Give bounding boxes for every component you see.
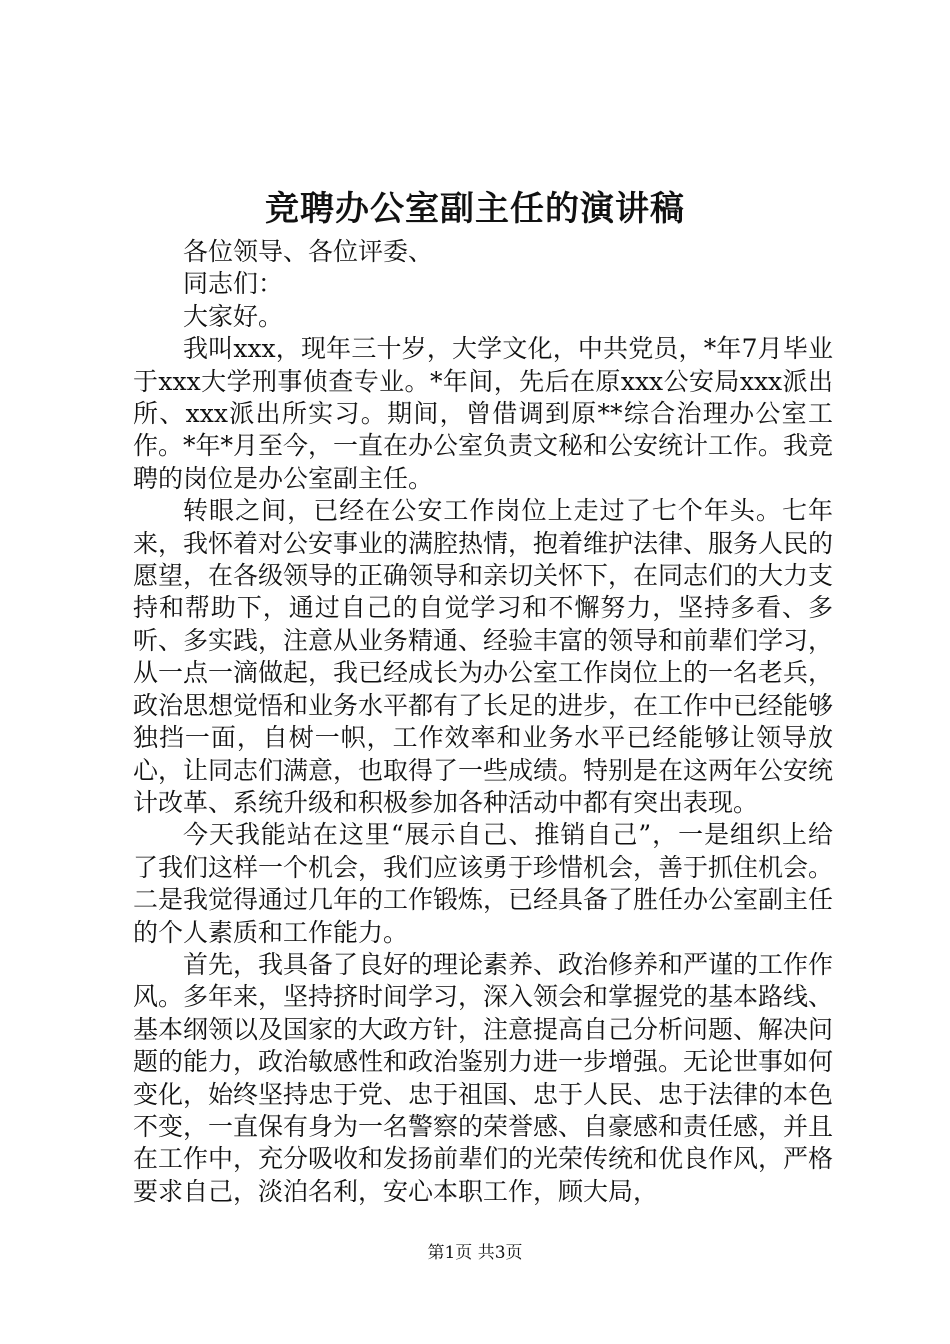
paragraph-experience: 转眼之间，已经在公安工作岗位上走过了七个年头。七年来，我怀着对公安事业的满腔热情，抱着维护法律、服务人民的愿望，在各级领导的正确领导和亲切关怀下，在同志们的大力支持和帮助下，通过自己的自觉学习和不懈努力，坚持多看、多听、多实践，注意从业务精通、经验丰富的领导和前辈们学习，从一点一滴做起，我已经成长为办公室工作岗位上的一名老兵，政治思想觉悟和业务水平都有了长足的进步，在工作中已经能够独挡一面，自树一帜，工作效率和业务水平已经能够让领导放心，让同志们满意，也取得了一些成绩。特别是在这两年公安统计改革、系统升级和积极参加各种活动中都有突出表现。 [133, 496, 834, 817]
salutation-line: 同志们： [183, 269, 284, 299]
page-footer: 第1页 共3页 [427, 1243, 523, 1263]
document-body [133, 236, 833, 1208]
salutation-line: 各位领导、各位评委、 [183, 237, 434, 266]
paragraph-introduction: 我叫xxx，现年三十岁，大学文化，中共党员，*年7月毕业于xxx大学刑事侦查专业。*年间，先后在原xxx公安局xxx派出所、xxx派出所实习。期间，曾借调到原**综合治理办公室工作。*年*月至今，一直在办公室负责文秘和公安统计工作。我竞聘的岗位是办公室副主任。 [133, 334, 834, 493]
greeting-line: 大家好。 [183, 301, 284, 331]
paragraph-qualification: 首先，我具备了良好的理论素养、政治修养和严谨的工作作风。多年来，坚持挤时间学习，深入领会和掌握党的基本路线、基本纲领以及国家的大政方针，注意提高自己分析问题、解决问题的能力，政治敏感性和政治鉴别力进一步增强。无论世事如何变化，始终坚持忠于党、忠于祖国、忠于人民、忠于法律的本色不变，一直保有身为一名警察的荣誉感、自豪感和责任感，并且在工作中，充分吸收和发扬前辈们的光荣传统和优良作风，严格要求自己，淡泊名利，安心本职工作，顾大局， [133, 949, 834, 1206]
document-title: 竞聘办公室副主任的演讲稿 [265, 189, 685, 229]
paragraph-motivation: 今天我能站在这里“展示自己、推销自己”，一是组织上给了我们这样一个机会，我们应该勇于珍惜机会，善于抓住机会。二是我觉得通过几年的工作锻炼，已经具备了胜任办公室副主任的个人素质和工作能力。 [133, 820, 834, 947]
